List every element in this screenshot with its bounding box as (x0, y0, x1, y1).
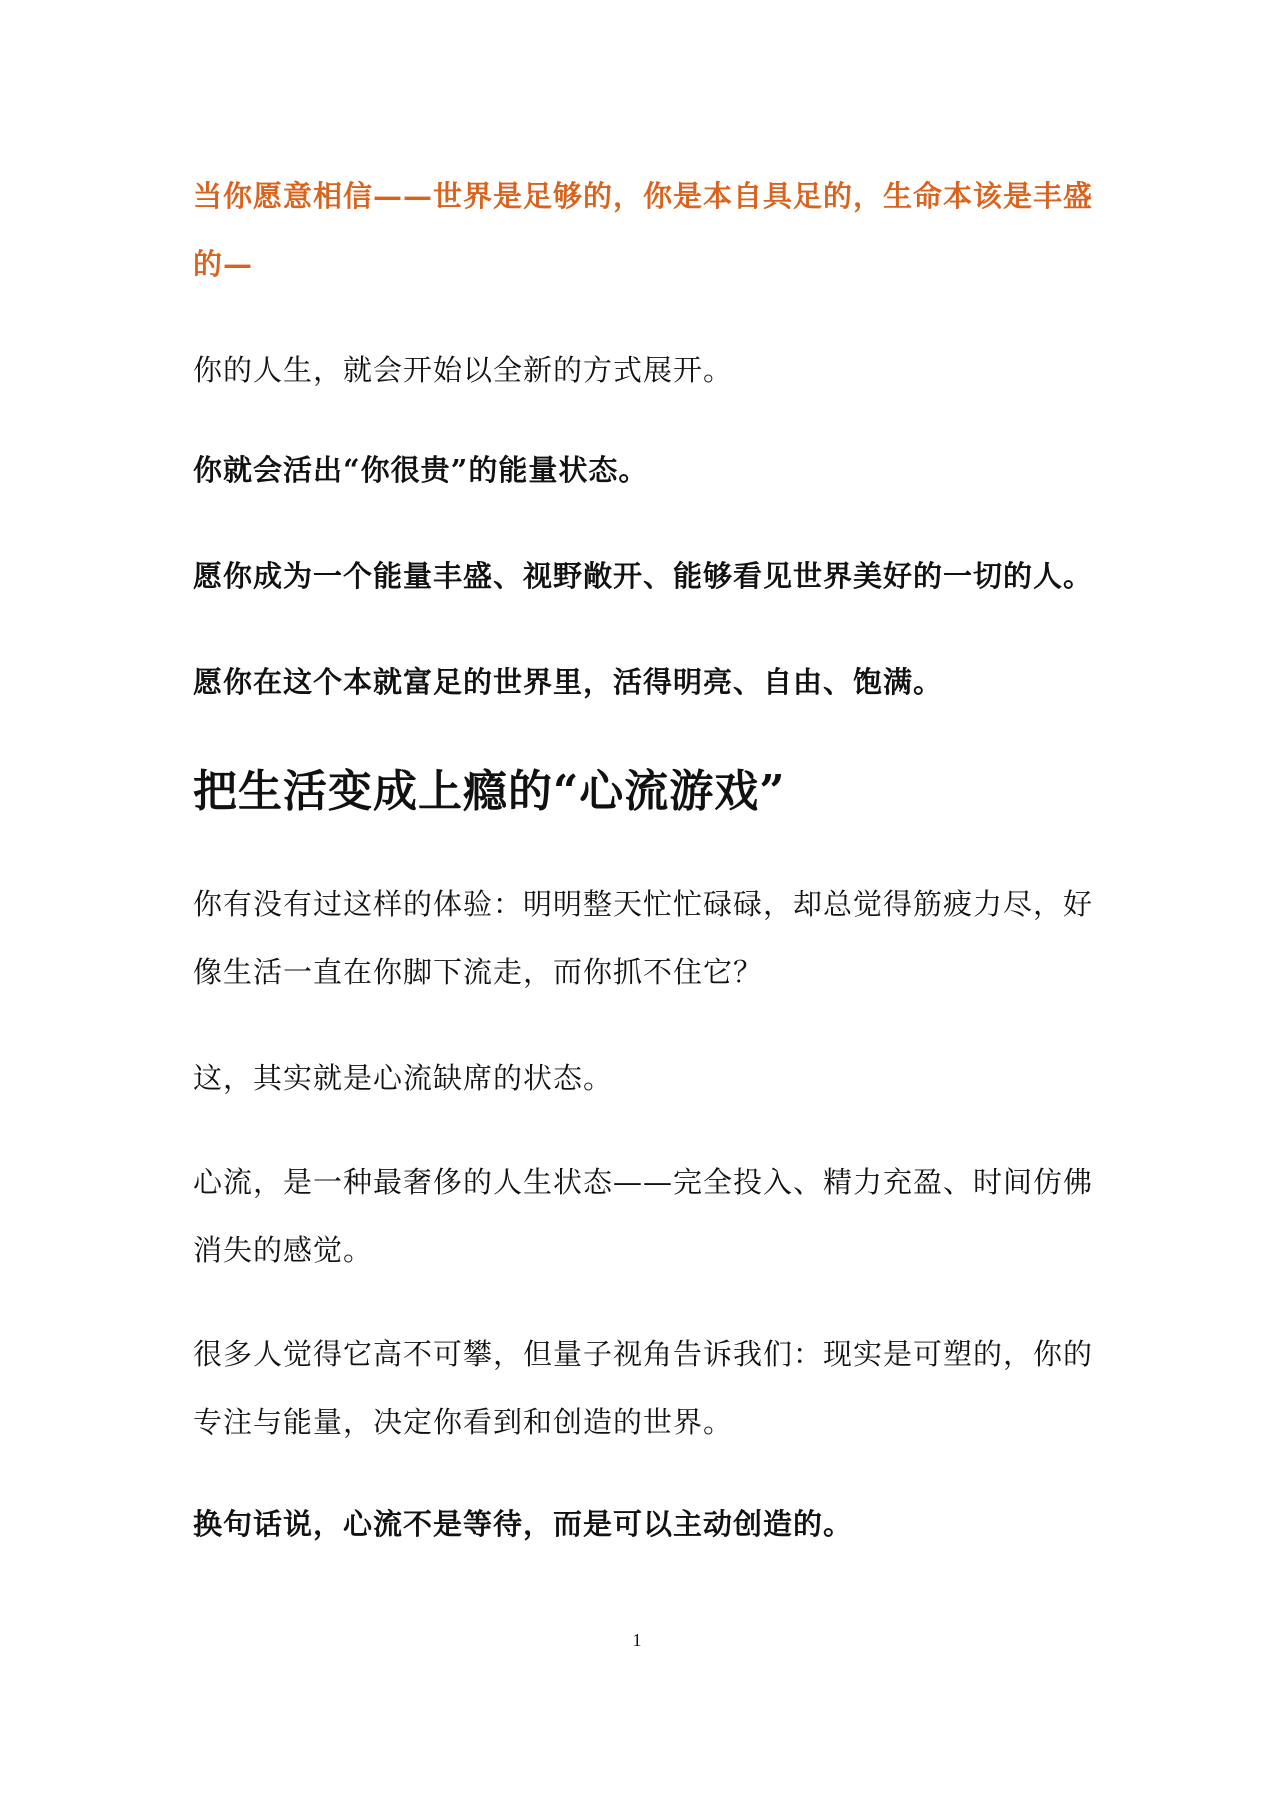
body-paragraph: 你有没有过这样的体验：明明整天忙忙碌碌，却总觉得筋疲力尽，好像生活一直在你脚下流走，而你抓不住它？ (193, 887, 1094, 989)
body-paragraph: 你的人生，就会开始以全新的方式展开。 (193, 353, 734, 387)
section-heading: 把生活变成上瘾的“心流游戏” (193, 766, 786, 817)
page-number: 1 (632, 1630, 642, 1650)
bold-paragraph: 你就会活出“你很贵”的能量状态。 (193, 453, 649, 487)
body-paragraph: 这，其实就是心流缺席的状态。 (193, 1061, 614, 1095)
bold-paragraph: 换句话说，心流不是等待，而是可以主动创造的。 (193, 1507, 854, 1541)
highlight-paragraph: 当你愿意相信——世界是足够的，你是本自具足的，生命本该是丰盛的— (193, 179, 1094, 281)
body-paragraph: 心流，是一种最奢侈的人生状态——完全投入、精力充盈、时间仿佛消失的感觉。 (193, 1165, 1094, 1267)
bold-paragraph: 愿你成为一个能量丰盛、视野敞开、能够看见世界美好的一切的人。 (193, 559, 1094, 593)
body-paragraph: 很多人觉得它高不可攀，但量子视角告诉我们：现实是可塑的，你的专注与能量，决定你看到和创造的世界。 (193, 1337, 1094, 1439)
bold-paragraph: 愿你在这个本就富足的世界里，活得明亮、自由、饱满。 (193, 665, 944, 699)
